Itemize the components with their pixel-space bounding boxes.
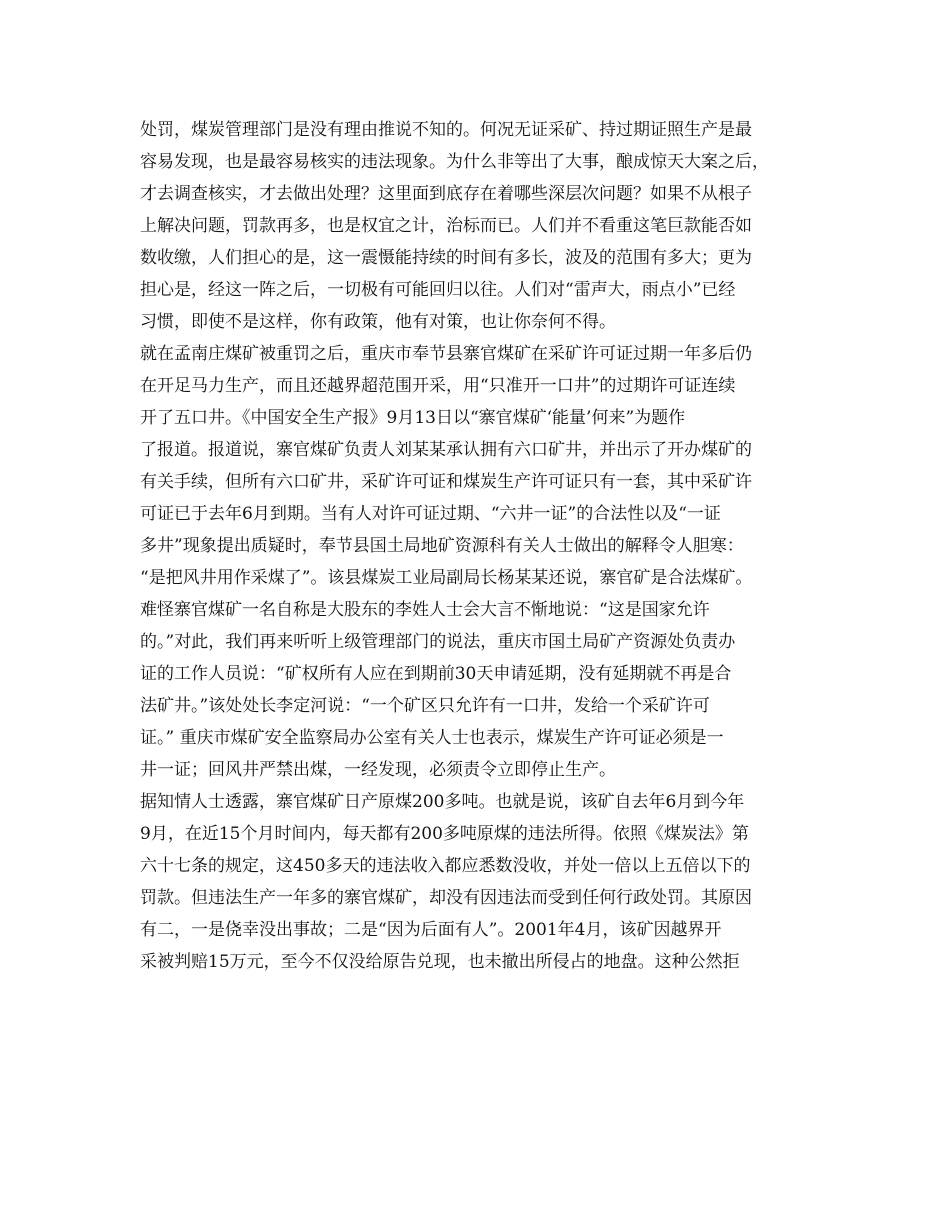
text-line: 就在孟南庄煤矿被重罚之后，重庆市奉节县寨官煤矿在采矿许可证过期一年多后仍 xyxy=(140,344,752,364)
text-line: 上解决问题，罚款再多，也是权宜之计，治标而已。人们并不看重这笔巨款能否如 xyxy=(140,216,752,236)
text-line: 容易发现，也是最容易核实的违法现象。为什么非等出了大事，酿成惊天大案之后， xyxy=(140,152,769,172)
text-line: 法矿井。”该处处长李定河说：“一个矿区只允许有一口井，发给一个采矿许可 xyxy=(140,696,710,716)
text-line: 担心是，经这一阵之后，一切极有可能回归以往。人们对“雷声大，雨点小”已经 xyxy=(140,280,736,300)
text-line: “是把风井用作采煤了”。该县煤炭工业局副局长杨某某还说，寨官矿是合法煤矿。 xyxy=(140,568,753,588)
text-line: 证的工作人员说：“矿权所有人应在到期前30天申请延期，没有延期就不再是合 xyxy=(140,664,732,684)
text-line: 证。” 重庆市煤矿安全监察局办公室有关人士也表示，煤炭生产许可证必须是一 xyxy=(140,728,724,748)
text-line: 在开足马力生产，而且还越界超范围开采，用“只准开一口井”的过期许可证连续 xyxy=(140,376,736,396)
text-line: 采被判赔15万元，至今不仅没给原告兑现，也未撤出所侵占的地盘。这种公然拒 xyxy=(140,952,740,972)
text-line: 多井”现象提出质疑时，奉节县国土局地矿资源科有关人士做出的解释令人胆寒： xyxy=(140,536,744,556)
text-line: 了报道。报道说，寨官煤矿负责人刘某某承认拥有六口矿井，并出示了开办煤矿的 xyxy=(140,440,752,460)
text-line: 数收缴，人们担心的是，这一震慑能持续的时间有多长，波及的范围有多大；更为 xyxy=(140,248,752,268)
text-line: 可证已于去年6月到期。当有人对许可证过期、“六井一证”的合法性以及“一证 xyxy=(140,504,721,524)
text-line: 有二，一是侥幸没出事故；二是“因为后面有人”。2001年4月，该矿因越界开 xyxy=(140,920,722,940)
text-line: 习惯，即使不是这样，你有政策，他有对策，也让你奈何不得。 xyxy=(140,312,616,332)
text-line: 开了五口井。《中国安全生产报》9月13日以“寨官煤矿‘能量’何来”为题作 xyxy=(140,408,686,428)
text-line: 井一证；回风井严禁出煤，一经发现，必须责令立即停止生产。 xyxy=(140,760,616,780)
text-line: 六十七条的规定，这450多天的违法收入都应悉数没收，并处一倍以上五倍以下的 xyxy=(140,856,751,876)
body-text xyxy=(140,114,820,978)
text-line: 据知情人士透露，寨官煤矿日产原煤200多吨。也就是说，该矿自去年6月到今年 xyxy=(140,792,745,812)
text-line: 处罚，煤炭管理部门是没有理由推说不知的。何况无证采矿、持过期证照生产是最 xyxy=(140,120,752,140)
text-line: 罚款。但违法生产一年多的寨官煤矿，却没有因违法而受到任何行政处罚。其原因 xyxy=(140,888,752,908)
text-line: 的。”对此，我们再来听听上级管理部门的说法，重庆市国土局矿产资源处负责办 xyxy=(140,632,736,652)
text-line: 有关手续，但所有六口矿井，采矿许可证和煤炭生产许可证只有一套，其中采矿许 xyxy=(140,472,752,492)
text-line: 难怪寨官煤矿一名自称是大股东的李姓人士会大言不惭地说：“这是国家允许 xyxy=(140,600,710,620)
text-line: 才去调查核实，才去做出处理？这里面到底存在着哪些深层次问题？如果不从根子 xyxy=(140,184,752,204)
text-line: 9月，在近15个月时间内，每天都有200多吨原煤的违法所得。依照《煤炭法》第 xyxy=(140,824,749,844)
